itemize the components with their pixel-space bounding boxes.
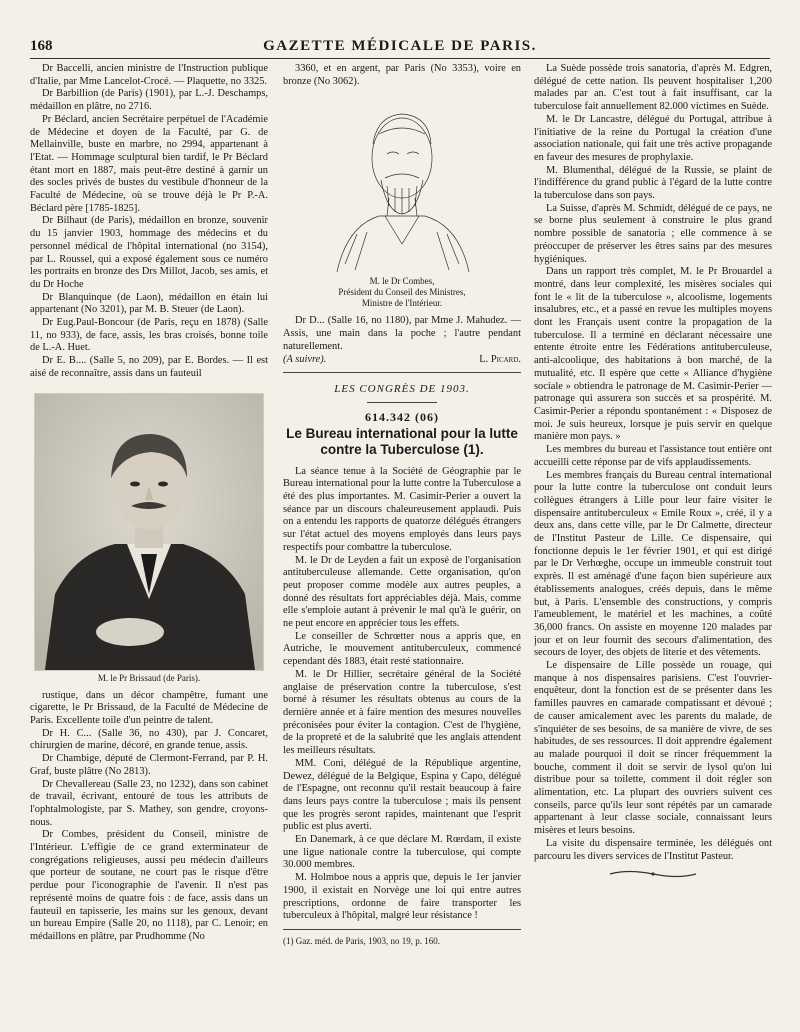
paragraph: Les membres français du Bureau central international pour la lutte contre la tuberculose ont conduit leurs collègues étrangers à Lille pour leur faire visiter le dispensaire antituberculeux « Emile Roux », créé, il y a deux ans, dans cette ville, par le Dr Calmette, directeur de l'Institut Pasteur de Lille. Ce dispensaire, qui fonctionne depuis le 1er février 1901, et qui est dirigé par le Dr Verhœghe, occupe un immeuble construit tout exprès. Il est aménagé d'une façon bien supérieure aux établissements analogues, créés depuis, dans le même but, à Paris. L'ensemble des constructions, y compris l'ameublement, le matériel et les machines, a coûté 36,000 francs. On assiste en moyenne 120 malades par jour et on leur fournit des secours d'alimentation, des secours de loyer, des objets de literie et des vêtements. [534,469,772,659]
flourish-icon [608,869,698,879]
paragraph: Dr Eug.Paul-Boncour (de Paris, reçu en 1878) (Salle 11, no 933), de face, assis, les bras croisés, bonne toile de L.-A. Huet. [30,317,268,354]
paragraph: Dr E. B.... (Salle 5, no 209), par E. Bordes. — Il est aisé de reconnaître, assis dans un fauteuil [30,355,268,379]
page-number: 168 [30,38,53,54]
to-be-continued: (A suivre). [283,353,327,365]
paragraph: M. le Dr de Leyden a fait un exposé de l'organisation antituberculeuse allemande. Cette organisation, qu'on peut proposer comme modèle aux autres peuples, a donné des résultats fort appréciables déjà. Mais, comme elle s'emploie autant à prévenir le mal qu'à le guérir, on ne peut encore en apprécier tous les effets. [283,554,521,630]
portrait-illustration [35,394,263,670]
section-heading: LES CONGRÈS DE 1903. [334,383,470,396]
paragraph: Les membres du bureau et l'assistance tout entière ont accueilli cette réponse par de vifs applaudissements. [534,444,772,468]
paragraph: Pr Béclard, ancien Secrétaire perpétuel de l'Académie de Médecine et doyen de la Faculté, par G. de Mellainville, buste en marbre, no 2994, appartenant à l'Etat. — Hommage sculptural bien tardif, le Pr Béclard étant mort en 1887, mais peut-être destiné à garnir un des socles privés de bustes du vestibule d'honneur de la Faculté de Médecine, où se trouve déjà le Pr P.-A. Béclard père [1785-1825]. [30,113,268,214]
caption-line: Ministre de l'Intérieur. [361,298,443,309]
portrait-caption: M. le Pr Brissaud (de Paris). [97,672,201,683]
column-2 [283,63,521,1018]
paragraph: Dans un rapport très complet, M. le Pr Brouardel a montré, dans leur complexité, les misères sociales qui font le « lit de la tuberculose », alcoolisme, logements insalubres, etc., et a passé en revue les multiples moyens dont les Français usent contre la propagation de la tuberculose. Il a terminé en déclarant nécessaire une entente étroite entre les Fédérations antituberculeuse, anti-alcoolique, des habitations à bon marché, de la mutualité, etc. Il espère que cette « Alliance d'hygiène sociale » obtiendra le patronage de M. Casimir-Perier — patronage qui assurera son succès et sa prospérité. M. Casimir-Perier a répondu spontanément : « Disposez de moi. Je suis heureux, lorsque je puis servir en quelque manière mon pays. » [534,266,772,443]
paragraph: Dr Bilhaut (de Paris), médaillon en bronze, souvenir du 15 janvier 1903, hommage des médecins et du personnel médical de l'hôpital international (no 3154), par L. Roussel, qui a exposé également sous ce numéro les portraits en bronze des Drs Millot, Jacob, ses amis, et du Dr Hoche [30,215,268,290]
paragraph: Dr Blanquinque (de Laon), médaillon en étain lui appartenant (No 3201), par M. B. Steuer (de Laon). [30,291,268,316]
paragraph: La visite du dispensaire terminée, les délégués ont parcouru les divers services de l'Institut Pasteur. [534,837,772,862]
paragraph: Le conseiller de Schrœtter nous a appris que, en Autriche, le mouvement antituberculeux, commencé cependant dès 1883, était resté stationnaire. [283,630,521,668]
short-divider [367,402,437,403]
paragraph: En Danemark, à ce que déclare M. Rœrdam, il existe une ligue nationale contre la tuberculose, qui compte 30.000 membres. [283,834,521,871]
article-title: Le Bureau international pour la lutte contre la Tuberculose (1). [286,425,518,457]
paragraph: La séance tenue à la Société de Géographie par le Bureau international pour la lutte contre la Tuberculose a été des plus importantes. M. Casimir-Perier a ouvert la séance par un discours chaleureusement applaudi. Puis on a entendu les rapports de quatorze délégués étrangers sur l'état actuel des moyens employés dans leurs pays respectifs pour combattre la tuberculose. [283,465,521,553]
paragraph: Dr H. C... (Salle 36, no 430), par J. Concaret, chirurgien de marine, décoré, en grande tenue, assis. [30,727,268,752]
paragraph: Dr Chambige, député de Clermont-Ferrand, par P. H. Graf, buste plâtre (No 2813). [30,753,268,777]
column-1 [30,63,268,1018]
engraving-illustration [327,94,477,274]
engraving-caption [283,276,521,309]
signature-line [283,354,521,367]
end-flourish-ornament [534,869,772,884]
paragraph: Dr Combes, président du Conseil, ministre de l'Intérieur. L'effigie de ce grand exterminateur de congrégations religieuses, aussi peu médecin d'ailleurs que porteur de soutane, ne court pas le risque d'être perdue pour l'iconographie de l'avenir. Il n'est pas représenté moins de quatre fois : de face, assis dans un fauteuil en tapisserie, les mains sur les genoux, devant un bureau Empire (Salle 20, no 1118), par C. Lenoir; en médaillons en plâtre, par Prudhomme (No [30,829,268,942]
caption-line: M. le Dr Combes, [369,276,435,287]
journal-title: GAZETTE MÉDICALE DE PARIS. [263,38,537,54]
paragraph: rustique, dans un décor champêtre, fumant une cigarette, le Pr Brissaud, de la Faculté de Médecine de Paris. Excellente toile d'un peintre de talent. [30,689,268,726]
running-header [30,36,770,59]
section-divider [283,372,521,373]
column-3 [534,63,772,1018]
footnote: (1) Gaz. méd. de Paris, 1903, no 19, p. 160. [283,935,440,946]
paragraph: Dr D... (Salle 16, no 1180), par Mme J. Mahudez. — Assis, une main dans la poche ; l'autre pendant naturellement. [283,315,521,352]
paragraph: Dr Barbillion (de Paris) (1901), par L.-J. Deschamps, médaillon en plâtre, no 2716. [30,88,268,113]
combes-engraving [327,94,477,274]
paragraph: 3360, et en argent, par Paris (No 3353), voire en bronze (No 3062). [283,63,521,87]
paragraph: Dr Chevallereau (Salle 23, no 1232), dans son cabinet de travail, écrivant, entouré de tous les attributs de l'ophtalmologiste, par S. Mathey, son gendre, croyons-nous. [30,778,268,828]
footnote-divider [283,929,521,930]
paragraph: M. le Dr Hillier, secrétaire général de la Société anglaise de préservation contre la tuberculose, s'est borné à résumer les résultats obtenus au cours de la dernière année et à faire mention des mesures nouvelles préconisées pour éviter la contagion. C'est de l'hygiène, de la propreté et de la salubrité que les anglais attendent les meilleurs résultats. [283,668,521,757]
paragraph: La Suisse, d'après M. Schmidt, délégué de ce pays, ne se borne plus seulement à construire le plus grand nombre possible de sanatoria ; elle commence à se préoccuper de préserver les êtres sains par des mesures hygiéniques. [534,202,772,265]
caption-line: Président du Conseil des Ministres, [338,287,466,298]
paragraph: M. Blumenthal, délégué de la Russie, se plaint de l'indifférence du grand public à l'égard de la lutte contre la tuberculose dans son pays. [534,164,772,202]
author-signature: L. Picard. [479,353,521,365]
paragraph: Le dispensaire de Lille possède un rouage, qui manque à nos dispensaires parisiens. C'est l'ouvrier-enquêteur, dont la fonction est de se présenter dans les familles pauvres en camarade compatissant et dévoué ; de causer amicalement avec les parents du malade, de s'inquiéter de ses besoins, de sa manière de vivre, de ses habitudes, de ses ressources. Il doit apprendre également au malade pourquoi il doit se rincer fréquemment la bouche, comment il doit se servir de lysol qu'on lui distribue pour sa toilette, comment il doit régler son alimentation, etc. La plupart des ouvriers suivent ces conseils, parce qu'ils leur sont répétés par un camarade appartenant à leur classe sociale, connaissant leurs misères et leurs besoins. [534,660,772,837]
paragraph: M. Holmboe nous a appris que, depuis le 1er janvier 1900, il existait en Norvège une loi qui entre autres prescriptions, ordonne de faire transporter les tuberculeux à l'hôpital, malgré leur résistance ! [283,872,521,922]
paragraph: Dr Baccelli, ancien ministre de l'Instruction publique d'Italie, par Mme Lancelot-Crocé. — Plaquette, no 3325. [30,63,268,87]
classification-number: 614.342 (06) [365,409,439,424]
paragraph: MM. Coni, délégué de la République argentine, Dewez, délégué de la Belgique, Espina y Capo, délégué de l'Espagne, ont reconnu qu'il restait beaucoup à faire dans leurs pays contre la tuberculose ; mais ils pensent que les progrès seront rapides, maintenant que l'esprit public est plus averti. [283,757,521,833]
brissaud-portrait-photo [34,393,264,671]
paragraph: M. le Dr Lancastre, délégué du Portugal, attribue à l'initiative de la reine du Portugal la création d'une association nationale, qui fait une très active propagande en faveur des mesures de prophylaxie. [534,113,772,163]
paragraph: La Suède possède trois sanatoria, d'après M. Edgren, délégué de cette nation. Ils peuvent hospitaliser 1,200 malades par an. C'est tout à fait insuffisant, car la tuberculose fait annuellement 82.000 victimes en Suède. [534,63,772,113]
